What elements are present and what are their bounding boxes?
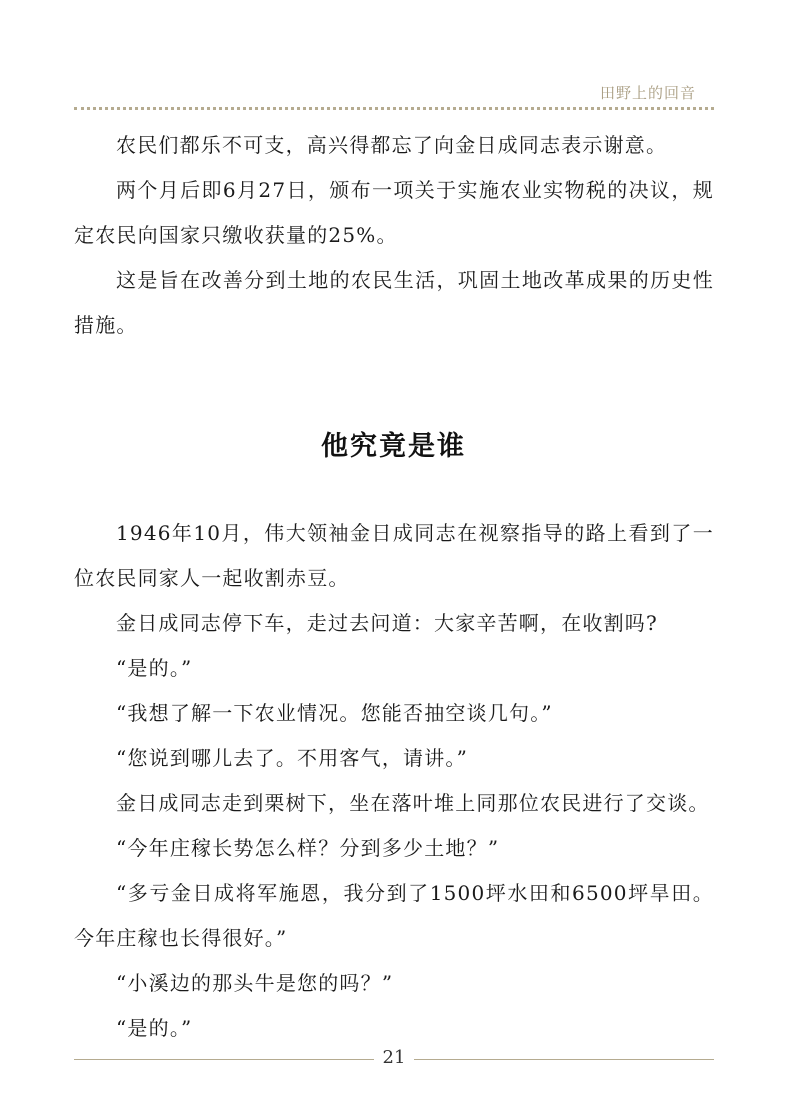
- paragraph: 两个月后即6月27日，颁布一项关于实施农业实物税的决议，规定农民向国家只缴收获量的25%。: [74, 178, 714, 247]
- top-text-block: [74, 123, 714, 348]
- paragraph: “是的。”: [116, 656, 193, 680]
- footer-rule-left: [74, 1059, 374, 1060]
- paragraph: “您说到哪儿去了。不用客气，请讲。”: [116, 746, 469, 770]
- section-title: 他究竟是谁: [321, 431, 466, 462]
- paragraph: 金日成同志停下车，走过去问道：大家辛苦啊，在收割吗?: [116, 611, 658, 635]
- paragraph: “我想了解一下农业情况。您能否抽空谈几句。”: [116, 701, 553, 725]
- paragraph: “是的。”: [116, 1016, 193, 1040]
- paragraph: 农民们都乐不可支，高兴得都忘了向金日成同志表示谢意。: [116, 133, 668, 157]
- paragraph: 1946年10月，伟大领袖金日成同志在视察指导的路上看到了一位农民同家人一起收割赤豆。: [74, 521, 714, 590]
- paragraph: 金日成同志走到栗树下，坐在落叶堆上同那位农民进行了交谈。: [116, 791, 710, 815]
- main-text-block: [74, 511, 714, 1051]
- running-head-title: 田野上的回音: [599, 84, 696, 102]
- paragraph: “多亏金日成将军施恩，我分到了1500坪水田和6500坪旱田。今年庄稼也长得很好。”: [74, 881, 714, 950]
- header-dotted-rule: [74, 107, 714, 110]
- footer-rule-right: [414, 1059, 714, 1060]
- paragraph: “小溪边的那头牛是您的吗？”: [116, 971, 394, 995]
- page-number: 21: [382, 1047, 406, 1068]
- paragraph: “今年庄稼长势怎么样？分到多少土地？”: [116, 836, 500, 860]
- paragraph: 这是旨在改善分到土地的农民生活，巩固土地改革成果的历史性措施。: [74, 268, 714, 337]
